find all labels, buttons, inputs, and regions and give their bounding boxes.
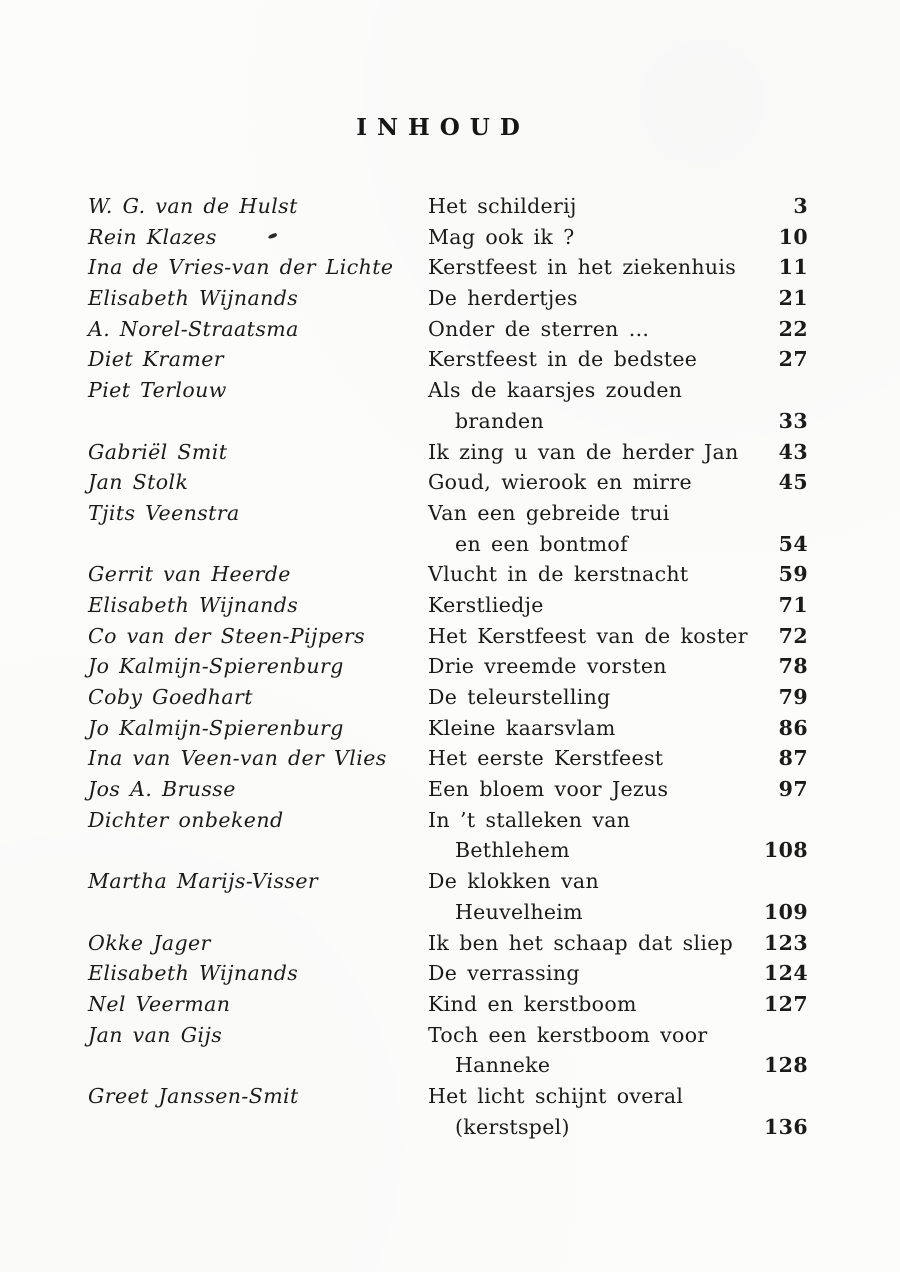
toc-row bbox=[88, 958, 808, 989]
toc-title: Drie vreemde vorsten bbox=[428, 654, 667, 679]
toc-author: Jos A. Brusse bbox=[88, 777, 236, 802]
toc-row bbox=[88, 835, 808, 866]
toc-page-number: 136 bbox=[763, 1114, 808, 1139]
toc-row bbox=[88, 682, 808, 713]
toc-page-number: 108 bbox=[763, 838, 808, 863]
toc-author: Ina de Vries-van der Lichte bbox=[88, 255, 394, 280]
toc-title: De teleurstelling bbox=[428, 685, 611, 709]
toc-title: Ik zing u van de herder Jan bbox=[428, 439, 739, 464]
toc-page-number: 3 bbox=[793, 194, 808, 218]
toc-page-number: 97 bbox=[778, 777, 808, 802]
toc-title: Hanneke bbox=[455, 1053, 551, 1078]
toc-author: Jo Kalmijn-Spierenburg bbox=[88, 654, 344, 679]
toc-row bbox=[88, 743, 808, 774]
toc-page-number: 109 bbox=[763, 899, 808, 924]
toc-title: De herdertjes bbox=[428, 286, 578, 311]
toc-title: Ik ben het schaap dat sliep bbox=[428, 930, 734, 955]
toc-page-number: 72 bbox=[778, 623, 808, 648]
toc-title: In ’t stalleken van bbox=[428, 807, 631, 832]
toc-page-number: 22 bbox=[778, 316, 808, 341]
toc-row bbox=[88, 467, 808, 498]
toc-author: Martha Marijs-Visser bbox=[88, 869, 319, 894]
toc-row bbox=[88, 866, 808, 897]
toc-title: Kind en kerstboom bbox=[428, 991, 637, 1016]
toc-author: Elisabeth Wijnands bbox=[88, 961, 299, 986]
toc-title: Onder de sterren ... bbox=[428, 316, 650, 341]
toc-row bbox=[88, 1112, 808, 1143]
toc-author: Okke Jager bbox=[88, 930, 211, 955]
toc-author: Jan Stolk bbox=[88, 470, 189, 495]
toc-author: Piet Terlouw bbox=[88, 378, 227, 403]
toc-page-number: 127 bbox=[763, 991, 808, 1016]
toc-author: Rein Klazes bbox=[88, 224, 217, 249]
toc-row bbox=[88, 406, 808, 437]
toc-row bbox=[88, 1020, 808, 1051]
toc-author: Diet Kramer bbox=[88, 347, 224, 372]
toc-row bbox=[88, 897, 808, 928]
toc-author: Elisabeth Wijnands bbox=[88, 286, 299, 311]
toc-author: Greet Janssen-Smit bbox=[88, 1083, 299, 1108]
toc-title: Bethlehem bbox=[455, 838, 570, 863]
toc-row bbox=[88, 314, 808, 345]
toc-title: Kerstfeest in de bedstee bbox=[428, 347, 698, 372]
toc-row bbox=[88, 805, 808, 836]
toc-title: Kerstfeest in het ziekenhuis bbox=[428, 255, 737, 280]
toc-row bbox=[88, 498, 808, 529]
toc-author: Gerrit van Heerde bbox=[88, 562, 291, 587]
toc-row bbox=[88, 283, 808, 314]
toc-page-number: 78 bbox=[778, 654, 808, 679]
toc-page-number: 59 bbox=[778, 562, 808, 587]
toc-title: Heuvelheim bbox=[455, 899, 583, 924]
toc-row bbox=[88, 559, 808, 590]
toc-page-number: 45 bbox=[778, 470, 808, 495]
toc-author: Ina van Veen-van der Vlies bbox=[88, 746, 387, 771]
toc-row bbox=[88, 529, 808, 560]
toc-title: De verrassing bbox=[428, 961, 580, 986]
toc-page-number: 33 bbox=[778, 408, 808, 433]
toc-row bbox=[88, 222, 808, 253]
toc-title: Het schilderij bbox=[428, 194, 577, 218]
toc-row bbox=[88, 989, 808, 1020]
toc-title: en een bontmof bbox=[455, 531, 628, 556]
toc-title: (kerstspel) bbox=[455, 1114, 570, 1139]
toc-page-number: 11 bbox=[778, 255, 808, 280]
toc-author: Co van der Steen-Pijpers bbox=[88, 623, 366, 648]
toc-row bbox=[88, 375, 808, 406]
toc-title: Kleine kaarsvlam bbox=[428, 715, 616, 740]
toc-title: Mag ook ik ? bbox=[428, 224, 575, 249]
toc-page-number: 86 bbox=[778, 715, 808, 740]
toc-title: Van een gebreide trui bbox=[428, 500, 670, 525]
toc-row bbox=[88, 651, 808, 682]
toc-title: Het Kerstfeest van de koster bbox=[428, 623, 748, 648]
toc-title: Goud, wierook en mirre bbox=[428, 470, 692, 495]
toc-page-number: 123 bbox=[763, 930, 808, 955]
toc-author: Jan van Gijs bbox=[88, 1022, 223, 1047]
toc-row bbox=[88, 774, 808, 805]
toc-row bbox=[88, 191, 808, 222]
page-title: INHOUD bbox=[356, 114, 530, 142]
toc-author: W. G. van de Hulst bbox=[88, 194, 298, 218]
toc-title: Het eerste Kerstfeest bbox=[428, 746, 664, 771]
toc-page-number: 79 bbox=[778, 685, 808, 709]
toc-author: Gabriël Smit bbox=[88, 439, 228, 464]
toc-title: Toch een kerstboom voor bbox=[428, 1022, 708, 1047]
toc-row bbox=[88, 252, 808, 283]
toc-author: Dichter onbekend bbox=[88, 807, 284, 832]
toc-title: Het licht schijnt overal bbox=[428, 1083, 684, 1108]
toc-page-number: 124 bbox=[763, 961, 808, 986]
toc-row bbox=[88, 928, 808, 959]
toc-row bbox=[88, 621, 808, 652]
toc-author: Tjits Veenstra bbox=[88, 500, 240, 525]
toc-row bbox=[88, 713, 808, 744]
toc-row bbox=[88, 344, 808, 375]
toc-row bbox=[88, 437, 808, 468]
toc-author: A. Norel-Straatsma bbox=[88, 316, 299, 341]
toc-author: Jo Kalmijn-Spierenburg bbox=[88, 715, 344, 740]
toc-title: Vlucht in de kerstnacht bbox=[428, 562, 689, 587]
toc-page-number: 71 bbox=[778, 592, 808, 617]
toc-title: Als de kaarsjes zouden bbox=[428, 378, 683, 403]
toc-page-number: 54 bbox=[778, 531, 808, 556]
toc-page-number: 43 bbox=[778, 439, 808, 464]
toc-page-number: 128 bbox=[763, 1053, 808, 1078]
toc-page-number: 27 bbox=[778, 347, 808, 372]
toc-title: branden bbox=[455, 408, 544, 433]
toc-list bbox=[88, 191, 808, 1142]
toc-title: De klokken van bbox=[428, 869, 599, 894]
toc-page-number: 21 bbox=[778, 286, 808, 311]
toc-author: Coby Goedhart bbox=[88, 685, 253, 709]
toc-title: Een bloem voor Jezus bbox=[428, 777, 669, 802]
toc-page-number: 10 bbox=[778, 224, 808, 249]
toc-row bbox=[88, 1050, 808, 1081]
toc-row bbox=[88, 1081, 808, 1112]
toc-author: Nel Veerman bbox=[88, 991, 231, 1016]
toc-author: Elisabeth Wijnands bbox=[88, 592, 299, 617]
toc-page-number: 87 bbox=[778, 746, 808, 771]
toc-title: Kerstliedje bbox=[428, 592, 544, 617]
toc-row bbox=[88, 590, 808, 621]
